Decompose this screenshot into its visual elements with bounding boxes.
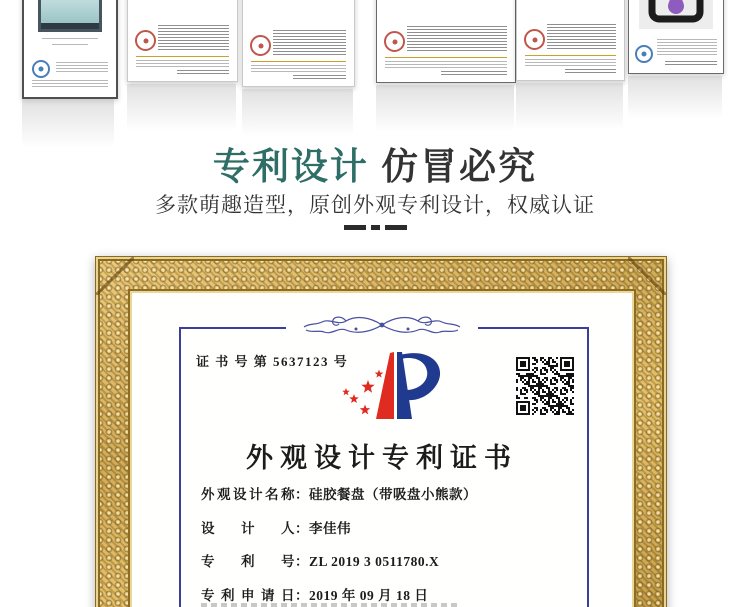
gold-picture-frame xyxy=(95,256,667,607)
clipped-next-field xyxy=(201,603,461,607)
red-seal-icon xyxy=(135,30,156,51)
dash-divider xyxy=(0,225,750,230)
blue-seal-icon xyxy=(635,45,653,63)
field-patent-number: 专 利 号：ZL 2019 3 0511780.X xyxy=(201,554,440,569)
patent-certificate xyxy=(132,293,632,607)
certificate-thumbnail-1 xyxy=(22,0,118,99)
thumbnail-reflection xyxy=(127,84,236,139)
red-seal-icon xyxy=(524,29,545,50)
product-photo xyxy=(38,0,102,32)
certificate-fields xyxy=(201,483,592,607)
red-seal-icon xyxy=(250,35,271,56)
certificate-title: 外观设计专利证书 xyxy=(246,443,518,473)
cnipa-logo-icon xyxy=(338,347,446,427)
field-filing-date: 专利申请日：2019 年 09 月 18 日 xyxy=(201,587,429,603)
field-design-name: 外观设计名称：硅胶餐盘（带吸盘小熊款） xyxy=(201,487,477,502)
certificate-thumbnail-4 xyxy=(376,0,516,83)
section-title xyxy=(0,136,750,190)
droplet-shape xyxy=(668,0,684,14)
ornament-flourish-icon xyxy=(286,309,478,346)
section-subtitle: 多款萌趣造型，原创外观专利设计，权威认证 xyxy=(155,194,595,217)
thumbnail-reflection xyxy=(376,85,514,140)
certificate-number: 证 书 号 第 5637123 号 xyxy=(196,354,349,369)
red-seal-icon xyxy=(384,31,405,52)
certificate-thumbnail-6 xyxy=(628,0,724,74)
thumbnail-reflection xyxy=(628,76,722,126)
qr-code xyxy=(516,357,574,415)
thumbnail-reflection xyxy=(516,83,623,138)
section-title-rest: 仿冒必究 xyxy=(368,146,538,187)
field-designer: 设 计 人：李佳伟 xyxy=(201,520,351,536)
blue-seal-icon xyxy=(32,60,50,78)
design-drawing xyxy=(639,0,713,29)
certificate-thumbnail-5 xyxy=(516,0,625,81)
certificate-thumbnail-2 xyxy=(127,0,238,82)
certificate-thumbnail-3 xyxy=(242,0,355,87)
section-title-accent: 专利设计 xyxy=(212,146,369,187)
